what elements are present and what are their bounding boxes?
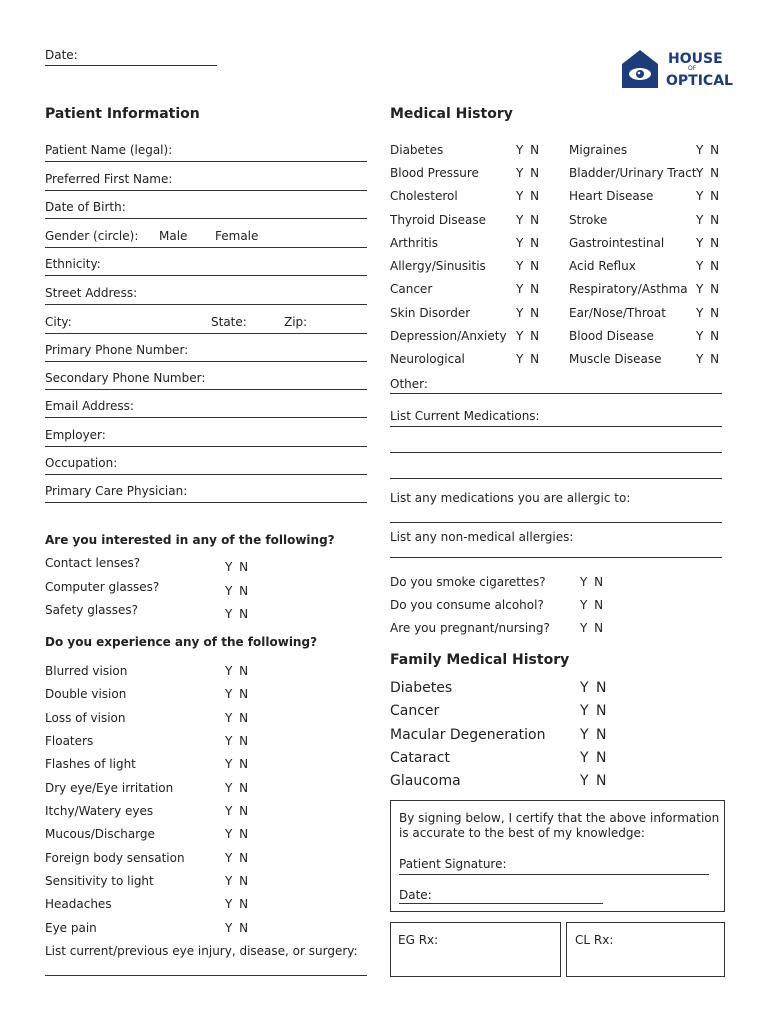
date-label: Date: [45, 48, 78, 62]
symptom-label: Foreign body sensation [45, 851, 185, 865]
certify-text-2: is accurate to the best of my knowledge: [399, 826, 645, 840]
medical-left-label: Diabetes [390, 143, 444, 157]
family-yn[interactable]: Y N [580, 750, 607, 766]
medical-left-label: Allergy/Sinusitis [390, 259, 486, 273]
interest-yn[interactable]: Y N [225, 607, 249, 621]
patient-name-line[interactable] [45, 161, 367, 162]
street-label: Street Address: [45, 286, 138, 300]
city-label: City: [45, 315, 72, 329]
symptom-yn[interactable]: Y N [225, 687, 249, 701]
symptom-yn[interactable]: Y N [225, 851, 249, 865]
primary-phone-label: Primary Phone Number: [45, 343, 189, 357]
symptom-label: Headaches [45, 897, 112, 911]
medical-left-yn[interactable]: Y N [516, 189, 540, 203]
medical-right-yn[interactable]: Y N [696, 143, 720, 157]
secondary-phone-label: Secondary Phone Number: [45, 371, 206, 385]
patient-signature-line[interactable] [399, 874, 709, 875]
symptom-yn[interactable]: Y N [225, 804, 249, 818]
habit-yn[interactable]: Y N [580, 598, 604, 612]
medical-left-yn[interactable]: Y N [516, 236, 540, 250]
medical-right-label: Blood Disease [569, 329, 654, 343]
medical-right-yn[interactable]: Y N [696, 282, 720, 296]
medical-left-label: Neurological [390, 352, 465, 366]
medication-allergies-line[interactable] [390, 522, 722, 523]
secondary-phone-line[interactable] [45, 389, 367, 390]
medical-right-yn[interactable]: Y N [696, 352, 720, 366]
symptom-label: Itchy/Watery eyes [45, 804, 154, 818]
medical-left-yn[interactable]: Y N [516, 352, 540, 366]
state-label: State: [211, 315, 247, 329]
symptom-label: Dry eye/Eye irritation [45, 781, 174, 795]
cl-rx-label: CL Rx: [575, 933, 614, 947]
habit-yn[interactable]: Y N [580, 621, 604, 635]
gender-label: Gender (circle): [45, 229, 139, 243]
other-label: Other: [390, 377, 428, 391]
family-yn[interactable]: Y N [580, 773, 607, 789]
non-medical-allergies-line[interactable] [390, 557, 722, 558]
gender-female[interactable]: Female [215, 229, 259, 243]
occupation-line[interactable] [45, 474, 367, 475]
habit-yn[interactable]: Y N [580, 575, 604, 589]
dob-line[interactable] [45, 218, 367, 219]
symptom-yn[interactable]: Y N [225, 757, 249, 771]
physician-label: Primary Care Physician: [45, 484, 188, 498]
medical-right-yn[interactable]: Y N [696, 259, 720, 273]
symptom-label: Double vision [45, 687, 127, 701]
medical-right-label: Ear/Nose/Throat [569, 306, 666, 320]
symptom-label: Blurred vision [45, 664, 128, 678]
medications-line-2[interactable] [390, 452, 722, 453]
medical-right-yn[interactable]: Y N [696, 189, 720, 203]
preferred-name-label: Preferred First Name: [45, 172, 173, 186]
medical-right-yn[interactable]: Y N [696, 213, 720, 227]
medications-line-3[interactable] [390, 478, 722, 479]
certify-text-1: By signing below, I certify that the above information [399, 811, 720, 825]
family-label: Cataract [390, 750, 450, 766]
street-line[interactable] [45, 304, 367, 305]
medical-right-label: Gastrointestinal [569, 236, 665, 250]
family-yn[interactable]: Y N [580, 680, 607, 696]
medical-left-yn[interactable]: Y N [516, 213, 540, 227]
interest-label: Safety glasses? [45, 603, 139, 617]
medical-right-label: Heart Disease [569, 189, 654, 203]
medical-right-label: Acid Reflux [569, 259, 636, 273]
medical-right-label: Respiratory/Asthma [569, 282, 688, 296]
email-label: Email Address: [45, 399, 134, 413]
medical-left-yn[interactable]: Y N [516, 143, 540, 157]
other-line[interactable] [390, 393, 722, 394]
medical-left-label: Arthritis [390, 236, 439, 250]
symptoms-heading: Do you experience any of the following? [45, 635, 318, 649]
eg-rx-box[interactable] [390, 922, 561, 977]
patient-signature-label: Patient Signature: [399, 857, 507, 871]
medical-right-yn[interactable]: Y N [696, 329, 720, 343]
interest-heading: Are you interested in any of the following? [45, 533, 335, 547]
symptom-label: Floaters [45, 734, 94, 748]
ethnicity-line[interactable] [45, 275, 367, 276]
logo-of: OF [688, 65, 697, 72]
employer-label: Employer: [45, 428, 106, 442]
family-label: Cancer [390, 703, 440, 719]
family-yn[interactable]: Y N [580, 727, 607, 743]
medical-right-label: Bladder/Urinary Tract [569, 166, 697, 180]
medications-line-1[interactable] [390, 426, 722, 427]
non-medical-allergies-label: List any non-medical allergies: [390, 530, 574, 544]
eye-injury-line[interactable] [45, 975, 367, 976]
signature-date-line[interactable] [399, 903, 603, 904]
family-label: Glaucoma [390, 773, 461, 789]
physician-line[interactable] [45, 502, 367, 503]
interest-yn[interactable]: Y N [225, 560, 249, 574]
gender-male[interactable]: Male [159, 229, 188, 243]
logo-house: HOUSE [668, 51, 723, 67]
interest-label: Contact lenses? [45, 556, 141, 570]
medical-left-yn[interactable]: Y N [516, 306, 540, 320]
preferred-name-line[interactable] [45, 190, 367, 191]
medical-left-label: Cholesterol [390, 189, 458, 203]
employer-line[interactable] [45, 446, 367, 447]
gender-line [45, 247, 367, 248]
date-line[interactable] [45, 65, 217, 66]
current-medications-label: List Current Medications: [390, 409, 540, 423]
habit-label: Are you pregnant/nursing? [390, 621, 550, 635]
eye-injury-label: List current/previous eye injury, disease, or surgery: [45, 944, 358, 958]
symptom-yn[interactable]: Y N [225, 734, 249, 748]
interest-label: Computer glasses? [45, 580, 160, 594]
logo [620, 48, 733, 92]
symptom-yn[interactable]: Y N [225, 921, 249, 935]
medical-right-yn[interactable]: Y N [696, 166, 720, 180]
signature-date-label: Date: [399, 888, 432, 902]
symptom-yn[interactable]: Y N [225, 827, 249, 841]
symptom-yn[interactable]: Y N [225, 711, 249, 725]
habit-label: Do you smoke cigarettes? [390, 575, 546, 589]
medical-right-label: Migraines [569, 143, 628, 157]
patient-name-label: Patient Name (legal): [45, 143, 173, 157]
symptom-label: Flashes of light [45, 757, 136, 771]
house-eye-icon [620, 48, 660, 90]
medical-right-label: Muscle Disease [569, 352, 662, 366]
symptom-label: Sensitivity to light [45, 874, 154, 888]
symptom-label: Loss of vision [45, 711, 126, 725]
medical-left-yn[interactable]: Y N [516, 166, 540, 180]
dob-label: Date of Birth: [45, 200, 126, 214]
medical-left-yn[interactable]: Y N [516, 329, 540, 343]
family-label: Macular Degeneration [390, 727, 546, 743]
medical-left-label: Cancer [390, 282, 433, 296]
medical-history-heading: Medical History [390, 106, 513, 122]
eg-rx-label: EG Rx: [398, 933, 439, 947]
symptom-yn[interactable]: Y N [225, 897, 249, 911]
patient-info-heading: Patient Information [45, 106, 200, 122]
medical-left-yn[interactable]: Y N [516, 259, 540, 273]
occupation-label: Occupation: [45, 456, 118, 470]
email-line[interactable] [45, 417, 367, 418]
family-yn[interactable]: Y N [580, 703, 607, 719]
cl-rx-box[interactable] [566, 922, 725, 977]
zip-label: Zip: [284, 315, 308, 329]
medical-left-label: Blood Pressure [390, 166, 479, 180]
medical-left-label: Skin Disorder [390, 306, 471, 320]
symptom-yn[interactable]: Y N [225, 781, 249, 795]
medical-right-label: Stroke [569, 213, 608, 227]
medical-left-label: Depression/Anxiety [390, 329, 507, 343]
family-history-heading: Family Medical History [390, 652, 570, 668]
city-line[interactable] [45, 333, 367, 334]
medical-left-yn[interactable]: Y N [516, 282, 540, 296]
primary-phone-line[interactable] [45, 361, 367, 362]
medical-left-label: Thyroid Disease [390, 213, 487, 227]
symptom-label: Eye pain [45, 921, 97, 935]
medical-right-yn[interactable]: Y N [696, 236, 720, 250]
family-label: Diabetes [390, 680, 453, 696]
interest-yn[interactable]: Y N [225, 584, 249, 598]
symptom-yn[interactable]: Y N [225, 874, 249, 888]
medication-allergies-label: List any medications you are allergic to: [390, 491, 631, 505]
ethnicity-label: Ethnicity: [45, 257, 101, 271]
logo-optical: OPTICAL [666, 73, 733, 89]
medical-right-yn[interactable]: Y N [696, 306, 720, 320]
symptom-label: Mucous/Discharge [45, 827, 155, 841]
habit-label: Do you consume alcohol? [390, 598, 544, 612]
symptom-yn[interactable]: Y N [225, 664, 249, 678]
